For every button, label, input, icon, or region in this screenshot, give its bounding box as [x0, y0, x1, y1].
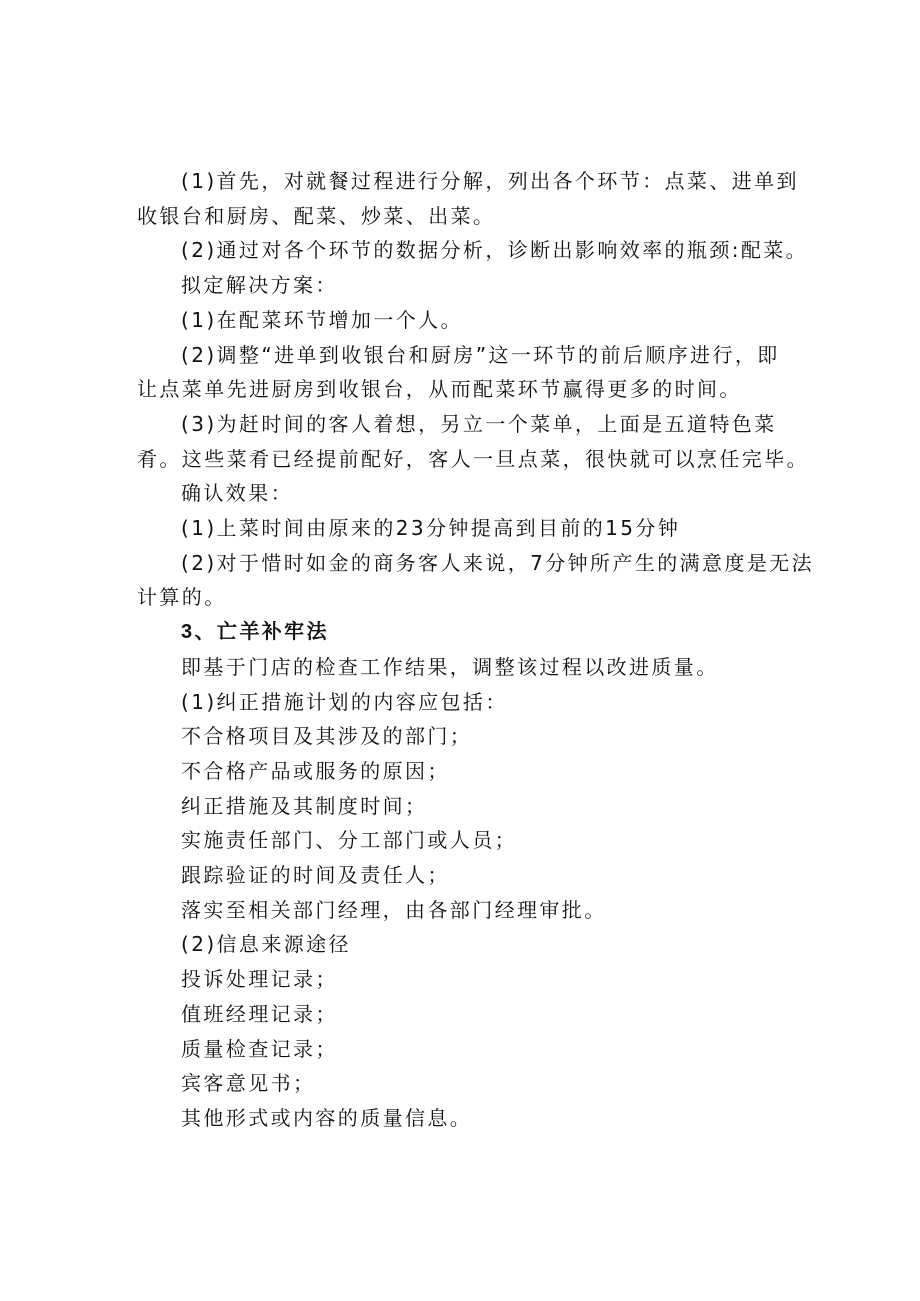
subsection-heading: (2)信息来源途径 [181, 932, 351, 957]
text-line: (1)上菜时间由原来的23分钟提高到目前的15分钟 [181, 516, 681, 541]
subsection-heading: (1)纠正措施计划的内容应包括： [181, 689, 508, 714]
text-line: (2)对于惜时如金的商务客人来说，7分钟所产生的满意度是无法 [181, 550, 815, 575]
list-item: 跟踪验证的时间及责任人； [181, 863, 450, 888]
list-item: 其他形式或内容的质量信息。 [181, 1105, 473, 1130]
list-item: 宾客意见书； [181, 1071, 316, 1096]
text-line: 计算的。 [137, 585, 227, 610]
section-heading: 拟定解决方案： [181, 273, 338, 298]
text-line: 收银台和厨房、配菜、炒菜、出菜。 [137, 203, 496, 228]
list-item: 质量检查记录； [181, 1036, 338, 1061]
text-line: 肴。这些菜肴已经提前配好，客人一旦点菜，很快就可以烹任完毕。 [137, 446, 809, 471]
list-item: 实施责任部门、分工部门或人员； [181, 828, 517, 853]
text-line: (3)为赶时间的客人着想，另立一个菜单，上面是五道特色菜 [181, 411, 777, 436]
document-body [137, 164, 815, 1136]
text-line: 让点菜单先进厨房到收银台，从而配菜环节赢得更多的时间。 [137, 377, 742, 402]
list-item: 不合格产品或服务的原因； [181, 758, 450, 783]
text-line: 即基于门店的检查工作结果，调整该过程以改进质量。 [181, 654, 719, 679]
list-item: 值班经理记录； [181, 1001, 338, 1026]
list-item: 不合格项目及其涉及的部门； [181, 724, 473, 749]
section-title: 3、亡羊补牢法 [181, 621, 329, 644]
text-line: (2)通过对各个环节的数据分析，诊断出影响效率的瓶颈:配菜。 [181, 238, 809, 263]
list-item: 纠正措施及其制度时间； [181, 793, 428, 818]
text-line: (1)首先，对就餐过程进行分解，列出各个环节：点菜、进单到 [181, 169, 799, 193]
text-line: (1)在配菜环节增加一个人。 [181, 307, 463, 332]
list-item: 投诉处理记录； [181, 967, 338, 992]
section-heading: 确认效果： [181, 481, 293, 506]
text-line: (2)调整“进单到收银台和厨房”这一环节的前后顺序进行，即 [181, 342, 780, 367]
list-item: 落实至相关部门经理，由各部门经理审批。 [181, 897, 607, 922]
